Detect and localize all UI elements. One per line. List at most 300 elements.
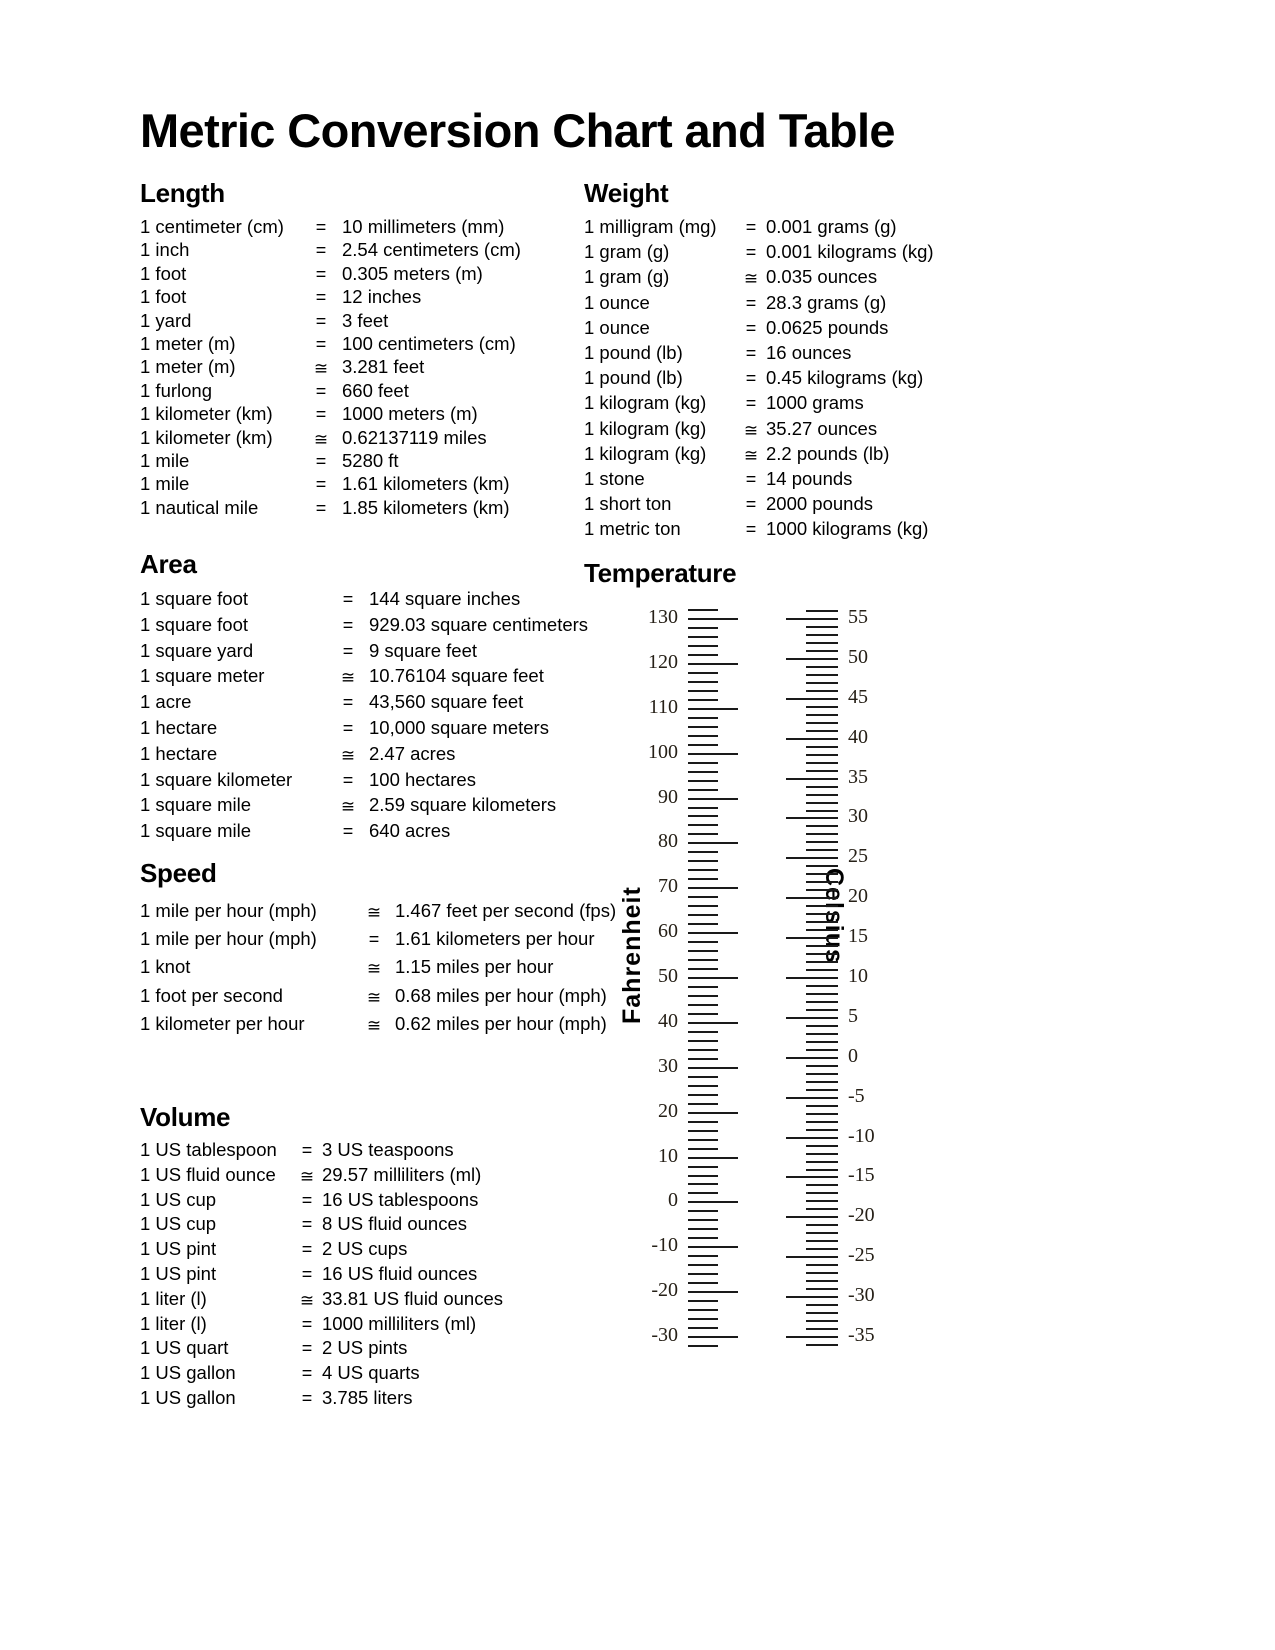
celsius-minor-tick — [806, 1089, 838, 1091]
celsius-major-tick — [786, 897, 838, 899]
fahrenheit-tick-label: 110 — [648, 695, 678, 718]
fahrenheit-minor-tick — [688, 1121, 718, 1123]
celsius-major-tick — [786, 1216, 838, 1218]
celsius-major-tick — [786, 1137, 838, 1139]
conversion-to: 0.45 kilograms (kg) — [766, 367, 924, 389]
fahrenheit-major-tick — [688, 1336, 738, 1338]
conversion-operator: = — [745, 494, 757, 515]
celsius-minor-tick — [806, 706, 838, 708]
celsius-minor-tick — [806, 610, 838, 612]
conversion-to: 100 centimeters (cm) — [342, 333, 516, 354]
fahrenheit-minor-tick — [688, 1148, 718, 1150]
celsius-major-tick — [786, 1176, 838, 1178]
conversion-row — [140, 639, 477, 661]
conversion-from: 1 mile per hour (mph) — [140, 928, 317, 950]
conversion-operator: = — [315, 404, 327, 425]
celsius-minor-tick — [806, 802, 838, 804]
conversion-from: 1 liter (l) — [140, 1287, 207, 1309]
celsius-minor-tick — [806, 825, 838, 827]
fahrenheit-major-tick — [688, 618, 738, 620]
fahrenheit-minor-tick — [688, 636, 718, 638]
celsius-minor-tick — [806, 1264, 838, 1266]
fahrenheit-tick-label: 90 — [658, 785, 678, 808]
celsius-minor-tick — [806, 961, 838, 963]
conversion-operator: ≅ — [743, 420, 759, 440]
conversion-from: 1 knot — [140, 956, 191, 978]
celsius-minor-tick — [806, 1248, 838, 1250]
conversion-from: 1 kilometer (km) — [140, 426, 273, 448]
celsius-minor-tick — [806, 1200, 838, 1202]
conversion-row — [140, 1312, 477, 1334]
conversion-operator: ≅ — [366, 959, 382, 979]
celsius-minor-tick — [806, 969, 838, 971]
fahrenheit-minor-tick — [688, 1318, 718, 1320]
conversion-operator: = — [315, 380, 327, 401]
celsius-minor-tick — [806, 945, 838, 947]
section-heading-length: Length — [140, 178, 225, 208]
celsius-axis-label: Celsius — [820, 868, 848, 964]
celsius-minor-tick — [806, 754, 838, 756]
fahrenheit-tick-label: 10 — [658, 1144, 678, 1167]
fahrenheit-minor-tick — [688, 699, 718, 701]
celsius-tick-label: 10 — [848, 965, 868, 987]
conversion-operator: ≅ — [313, 429, 329, 449]
conversion-row — [140, 475, 510, 494]
fahrenheit-major-tick — [688, 1157, 738, 1159]
celsius-tick-label: 40 — [848, 725, 868, 748]
conversion-operator: = — [342, 614, 354, 635]
celsius-major-tick — [786, 1336, 838, 1338]
fahrenheit-major-tick — [688, 753, 738, 755]
celsius-major-tick — [786, 977, 838, 979]
conversion-row — [140, 693, 523, 712]
fahrenheit-tick-label: 30 — [658, 1054, 678, 1077]
conversion-operator: = — [315, 217, 327, 237]
conversion-from: 1 US quart — [140, 1337, 229, 1359]
conversion-row — [140, 262, 483, 284]
celsius-minor-tick — [806, 650, 838, 652]
fahrenheit-minor-tick — [688, 851, 718, 853]
celsius-major-tick — [786, 1057, 838, 1059]
celsius-tick-label: -30 — [848, 1284, 875, 1307]
conversion-to: 2.59 square kilometers — [369, 794, 557, 816]
conversion-operator: ≅ — [366, 1015, 382, 1035]
conversion-from: 1 square kilometer — [140, 768, 293, 790]
fahrenheit-minor-tick — [688, 986, 718, 988]
conversion-row — [140, 822, 450, 841]
conversion-operator: = — [342, 640, 354, 661]
conversion-to: 0.001 grams (g) — [766, 216, 897, 237]
conversion-from: 1 mile — [140, 473, 190, 495]
conversion-to: 100 hectares — [369, 768, 476, 790]
fahrenheit-minor-tick — [688, 681, 718, 683]
conversion-to: 929.03 square centimeters — [369, 613, 589, 635]
conversion-operator: = — [342, 589, 354, 609]
conversion-from: 1 kilogram (kg) — [584, 417, 707, 439]
fahrenheit-minor-tick — [688, 1237, 718, 1239]
celsius-minor-tick — [806, 1129, 838, 1131]
conversion-operator: = — [368, 929, 380, 950]
conversion-from: 1 kilogram (kg) — [584, 442, 707, 464]
conversion-operator: = — [342, 718, 354, 738]
conversion-to: 28.3 grams (g) — [766, 291, 887, 313]
fahrenheit-major-tick — [688, 887, 738, 889]
conversion-from: 1 square mile — [140, 820, 252, 842]
conversion-from: 1 square foot — [140, 588, 248, 609]
conversion-operator: = — [745, 368, 757, 389]
conversion-to: 12 inches — [342, 286, 422, 308]
fahrenheit-minor-tick — [688, 1309, 718, 1311]
conversion-from: 1 ounce — [584, 291, 650, 313]
celsius-minor-tick — [806, 1113, 838, 1115]
conversion-operator: ≅ — [340, 745, 356, 765]
fahrenheit-minor-tick — [688, 1085, 718, 1087]
conversion-operator: ≅ — [299, 1290, 315, 1310]
temperature-scale-chart — [600, 600, 900, 1360]
conversion-to: 1.467 feet per second (fps) — [395, 900, 617, 921]
conversion-operator: = — [315, 287, 327, 308]
celsius-minor-tick — [806, 1073, 838, 1075]
conversion-to: 29.57 milliliters (ml) — [322, 1163, 482, 1185]
conversion-to: 0.62 miles per hour (mph) — [395, 1012, 607, 1034]
celsius-minor-tick — [806, 770, 838, 772]
conversion-from: 1 US tablespoon — [140, 1139, 277, 1160]
celsius-minor-tick — [806, 626, 838, 628]
fahrenheit-minor-tick — [688, 923, 718, 925]
fahrenheit-minor-tick — [688, 1076, 718, 1078]
conversion-row — [140, 667, 544, 686]
conversion-row — [584, 442, 890, 465]
fahrenheit-minor-tick — [688, 968, 718, 970]
fahrenheit-tick-label: 120 — [648, 650, 678, 673]
fahrenheit-minor-tick — [688, 824, 718, 826]
section-heading-volume: Volume — [140, 1102, 231, 1132]
fahrenheit-minor-tick — [688, 1282, 718, 1284]
conversion-from: 1 gram (g) — [584, 266, 670, 288]
conversion-row — [140, 958, 553, 977]
celsius-minor-tick — [806, 1065, 838, 1067]
conversion-to: 0.001 kilograms (kg) — [766, 241, 934, 263]
conversion-row — [584, 495, 873, 514]
fahrenheit-minor-tick — [688, 1273, 718, 1275]
conversion-operator: ≅ — [340, 668, 356, 688]
celsius-tick-label: 35 — [848, 765, 868, 788]
conversion-operator: ≅ — [313, 359, 329, 379]
celsius-minor-tick — [806, 1081, 838, 1083]
celsius-major-tick — [786, 778, 838, 780]
conversion-operator: ≅ — [299, 1166, 315, 1186]
fahrenheit-minor-tick — [688, 869, 718, 871]
celsius-tick-label: -10 — [848, 1124, 875, 1147]
conversion-from: 1 ounce — [584, 316, 650, 338]
celsius-tick-label: 30 — [848, 805, 868, 828]
conversion-row — [140, 1188, 479, 1210]
conversion-to: 1.61 kilometers per hour — [395, 928, 595, 950]
fahrenheit-minor-tick — [688, 771, 718, 773]
celsius-major-tick — [786, 618, 838, 620]
conversion-to: 5280 ft — [342, 450, 399, 471]
conversion-to: 43,560 square feet — [369, 691, 524, 713]
section-heading-weight: Weight — [584, 178, 669, 208]
celsius-minor-tick — [806, 810, 838, 812]
conversion-from: 1 metric ton — [584, 518, 681, 540]
fahrenheit-minor-tick — [688, 1013, 718, 1015]
conversion-row — [584, 291, 887, 313]
conversion-to: 640 acres — [369, 820, 451, 842]
celsius-tick-label: 0 — [848, 1044, 858, 1067]
fahrenheit-major-tick — [688, 1246, 738, 1248]
celsius-minor-tick — [806, 1288, 838, 1290]
celsius-minor-tick — [806, 889, 838, 891]
conversion-row — [584, 394, 864, 413]
conversion-row — [140, 309, 389, 331]
conversion-to: 3 feet — [342, 309, 389, 331]
conversion-to: 2 US pints — [322, 1337, 408, 1359]
conversion-operator: = — [745, 343, 757, 363]
celsius-minor-tick — [806, 1049, 838, 1051]
conversion-row — [140, 358, 424, 377]
fahrenheit-minor-tick — [688, 762, 718, 764]
conversion-from: 1 hectare — [140, 717, 218, 738]
conversion-to: 0.62137119 miles — [342, 426, 487, 448]
celsius-minor-tick — [806, 993, 838, 995]
celsius-minor-tick — [806, 1224, 838, 1226]
fahrenheit-minor-tick — [688, 1130, 718, 1132]
conversion-from: 1 square yard — [140, 639, 254, 661]
conversion-to: 3.281 feet — [342, 356, 425, 378]
conversion-operator: = — [342, 821, 354, 842]
fahrenheit-minor-tick — [688, 878, 718, 880]
celsius-minor-tick — [806, 985, 838, 987]
conversion-from: 1 pound (lb) — [584, 342, 683, 363]
conversion-row — [584, 470, 852, 489]
celsius-tick-label: 20 — [848, 885, 868, 908]
conversion-to: 1000 grams — [766, 392, 864, 414]
conversion-operator: = — [315, 263, 327, 284]
conversion-from: 1 nautical mile — [140, 496, 259, 518]
celsius-minor-tick — [806, 1304, 838, 1306]
conversion-to: 8 US fluid ounces — [322, 1213, 468, 1235]
celsius-minor-tick — [806, 841, 838, 843]
celsius-tick-label: 25 — [848, 845, 868, 868]
conversion-row — [584, 369, 923, 388]
conversion-operator: = — [745, 393, 757, 414]
fahrenheit-minor-tick — [688, 726, 718, 728]
celsius-minor-tick — [806, 1001, 838, 1003]
conversion-operator: = — [745, 217, 757, 237]
conversion-from: 1 pound (lb) — [584, 367, 683, 389]
conversion-operator: = — [301, 1264, 313, 1284]
fahrenheit-major-tick — [688, 1201, 738, 1203]
fahrenheit-minor-tick — [688, 1345, 718, 1347]
conversion-to: 1000 meters (m) — [342, 403, 478, 425]
fahrenheit-major-tick — [688, 798, 738, 800]
fahrenheit-minor-tick — [688, 1264, 718, 1266]
fahrenheit-minor-tick — [688, 1300, 718, 1302]
fahrenheit-tick-label: -20 — [651, 1279, 678, 1302]
conversion-to: 660 feet — [342, 379, 409, 401]
fahrenheit-major-tick — [688, 1022, 738, 1024]
conversion-operator: = — [745, 469, 757, 489]
conversion-row — [584, 268, 877, 287]
celsius-minor-tick — [806, 1169, 838, 1171]
conversion-row — [140, 1339, 407, 1358]
fahrenheit-tick-label: -30 — [651, 1324, 678, 1346]
fahrenheit-minor-tick — [688, 627, 718, 629]
celsius-minor-tick — [806, 634, 838, 636]
conversion-row — [584, 316, 889, 338]
conversion-to: 33.81 US fluid ounces — [322, 1287, 504, 1309]
conversion-to: 16 US fluid ounces — [322, 1263, 478, 1284]
conversion-row — [140, 1163, 482, 1186]
conversion-row — [140, 719, 549, 738]
celsius-minor-tick — [806, 865, 838, 867]
celsius-minor-tick — [806, 913, 838, 915]
conversion-from: 1 acre — [140, 691, 192, 713]
fahrenheit-major-tick — [688, 1112, 738, 1114]
conversion-to: 14 pounds — [766, 468, 853, 489]
conversion-row — [140, 768, 476, 790]
fahrenheit-minor-tick — [688, 717, 718, 719]
fahrenheit-minor-tick — [688, 1004, 718, 1006]
celsius-minor-tick — [806, 1161, 838, 1163]
fahrenheit-major-tick — [688, 663, 738, 665]
conversion-row — [584, 344, 851, 363]
conversion-from: 1 foot — [140, 286, 187, 308]
fahrenheit-minor-tick — [688, 1031, 718, 1033]
fahrenheit-minor-tick — [688, 609, 718, 611]
conversion-operator: = — [301, 1239, 313, 1260]
fahrenheit-axis-label: Fahrenheit — [618, 886, 646, 1024]
celsius-minor-tick — [806, 1232, 838, 1234]
conversion-row — [140, 1215, 467, 1234]
fahrenheit-minor-tick — [688, 1139, 718, 1141]
conversion-to: 1.15 miles per hour — [395, 956, 554, 978]
conversion-from: 1 foot — [140, 262, 187, 284]
fahrenheit-tick-label: 20 — [658, 1099, 678, 1122]
conversion-to: 2.54 centimeters (cm) — [342, 239, 521, 261]
conversion-from: 1 gram (g) — [584, 241, 670, 263]
conversion-from: 1 stone — [584, 468, 645, 489]
fahrenheit-major-tick — [688, 842, 738, 844]
fahrenheit-tick-label: 130 — [648, 606, 678, 628]
celsius-tick-label: -25 — [848, 1244, 875, 1267]
conversion-from: 1 hectare — [140, 742, 218, 764]
conversion-operator: = — [301, 1363, 313, 1384]
celsius-minor-tick — [806, 1320, 838, 1322]
conversion-to: 3.785 liters — [322, 1387, 413, 1408]
conversion-row — [140, 405, 478, 424]
conversion-to: 3 US teaspoons — [322, 1139, 454, 1160]
celsius-tick-label: -35 — [848, 1324, 875, 1346]
conversion-operator: = — [342, 692, 354, 713]
conversion-from: 1 US fluid ounce — [140, 1163, 276, 1185]
conversion-operator: = — [745, 242, 757, 263]
fahrenheit-minor-tick — [688, 654, 718, 656]
conversion-operator: = — [315, 334, 327, 354]
conversion-to: 4 US quarts — [322, 1362, 420, 1384]
conversion-operator: = — [315, 310, 327, 331]
conversion-row — [140, 590, 520, 609]
celsius-minor-tick — [806, 1312, 838, 1314]
conversion-row — [140, 1287, 504, 1310]
celsius-minor-tick — [806, 714, 838, 716]
conversion-to: 2000 pounds — [766, 493, 873, 515]
conversion-from: 1 kilometer (km) — [140, 403, 273, 425]
fahrenheit-minor-tick — [688, 744, 718, 746]
celsius-minor-tick — [806, 690, 838, 692]
celsius-minor-tick — [806, 1280, 838, 1282]
fahrenheit-minor-tick — [688, 959, 718, 961]
celsius-minor-tick — [806, 1153, 838, 1155]
celsius-minor-tick — [806, 849, 838, 851]
conversion-from: 1 US gallon — [140, 1362, 236, 1384]
conversion-operator: = — [301, 1189, 313, 1210]
conversion-to: 10 millimeters (mm) — [342, 216, 505, 237]
conversion-to: 2.47 acres — [369, 742, 456, 764]
conversion-to: 1000 kilograms (kg) — [766, 518, 929, 540]
conversion-row — [140, 742, 456, 765]
fahrenheit-minor-tick — [688, 1219, 718, 1221]
celsius-major-tick — [786, 1097, 838, 1099]
fahrenheit-tick-label: -10 — [651, 1234, 678, 1257]
fahrenheit-minor-tick — [688, 1040, 718, 1042]
conversion-operator: = — [315, 474, 327, 495]
conversion-operator: = — [301, 1388, 313, 1408]
conversion-from: 1 square mile — [140, 794, 252, 816]
conversion-to: 0.305 meters (m) — [342, 262, 483, 284]
conversion-row — [140, 1240, 407, 1259]
conversion-operator: ≅ — [743, 269, 759, 289]
conversion-operator: = — [301, 1140, 313, 1160]
celsius-minor-tick — [806, 929, 838, 931]
fahrenheit-minor-tick — [688, 1192, 718, 1194]
conversion-row — [140, 1265, 477, 1284]
conversion-from: 1 furlong — [140, 379, 212, 401]
conversion-from: 1 meter (m) — [140, 356, 236, 378]
conversion-operator: = — [301, 1214, 313, 1235]
conversion-from: 1 mile — [140, 450, 190, 471]
conversion-row — [140, 1012, 607, 1035]
conversion-to: 2.2 pounds (lb) — [766, 442, 890, 464]
conversion-to: 2 US cups — [322, 1238, 408, 1260]
fahrenheit-minor-tick — [688, 815, 718, 817]
conversion-from: 1 short ton — [584, 493, 672, 515]
fahrenheit-minor-tick — [688, 780, 718, 782]
fahrenheit-minor-tick — [688, 1228, 718, 1230]
fahrenheit-minor-tick — [688, 789, 718, 791]
celsius-major-tick — [786, 817, 838, 819]
conversion-row — [140, 288, 421, 307]
conversion-to: 0.035 ounces — [766, 266, 878, 288]
fahrenheit-major-tick — [688, 977, 738, 979]
fahrenheit-minor-tick — [688, 1058, 718, 1060]
section-heading-temperature: Temperature — [584, 558, 737, 588]
conversion-row — [140, 613, 589, 635]
conversion-from: 1 US gallon — [140, 1387, 236, 1408]
celsius-major-tick — [786, 698, 838, 700]
fahrenheit-minor-tick — [688, 914, 718, 916]
conversion-row — [140, 496, 510, 518]
fahrenheit-minor-tick — [688, 672, 718, 674]
fahrenheit-minor-tick — [688, 1175, 718, 1177]
conversion-from: 1 inch — [140, 239, 190, 261]
fahrenheit-minor-tick — [688, 995, 718, 997]
conversion-to: 1.85 kilometers (km) — [342, 496, 510, 518]
conversion-from: 1 kilometer per hour — [140, 1012, 305, 1034]
celsius-tick-label: 55 — [848, 606, 868, 628]
conversion-from: 1 meter (m) — [140, 333, 236, 354]
